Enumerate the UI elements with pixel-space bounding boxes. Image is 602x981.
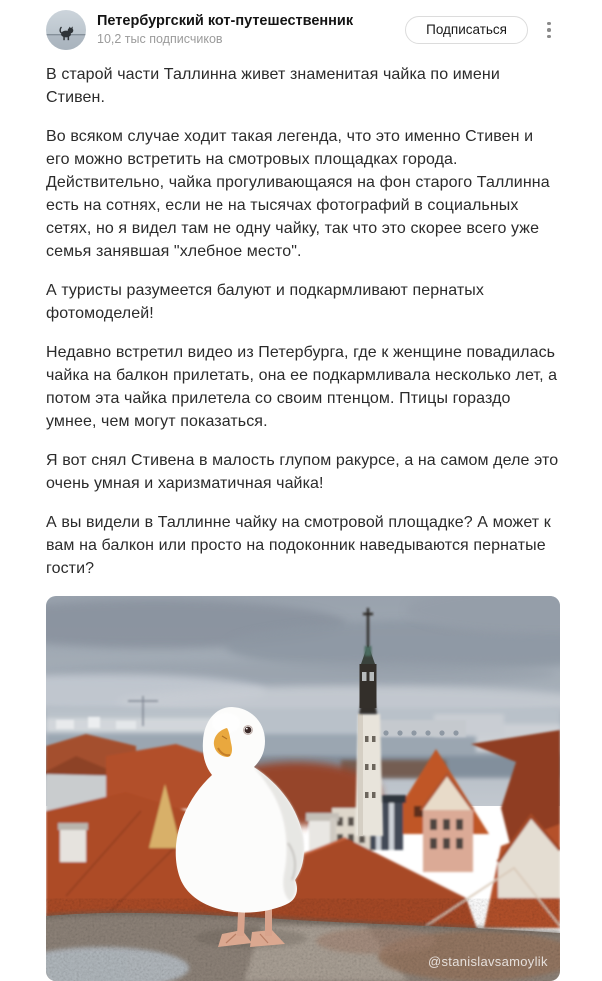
paragraph: А туристы разумеется балуют и подкармливают пернатых фотомоделей! xyxy=(46,282,484,322)
article-photo-seagull-tallinn[interactable] xyxy=(46,596,560,981)
channel-name[interactable]: Петербургский кот-путешественник xyxy=(97,13,354,29)
stone-ledge xyxy=(46,906,560,981)
photo-watermark: @stanislavsamoylik xyxy=(428,954,548,969)
paragraph: А вы видели в Таллинне чайку на смотровой площадке? А может к вам на балкон или просто на подоконник наведываются пернатые гости? xyxy=(46,514,551,577)
channel-meta xyxy=(97,13,405,47)
paragraph: Недавно встретил видео из Петербурга, где к женщине повадилась чайка на балкон прилетать, она ее подкармливала несколько лет, а потом эта чайка прилетела со своим птенцом. Птицы гораздо умнее, чем могут показаться. xyxy=(46,344,558,430)
header-actions xyxy=(405,16,560,44)
kebab-menu-icon[interactable] xyxy=(540,18,558,42)
subscribe-button[interactable]: Подписаться xyxy=(405,16,528,44)
seagull-eye xyxy=(245,727,252,734)
paragraph: Во всяком случае ходит такая легенда, что это именно Стивен и его можно встретить на смотровых площадках города. Действительно, чайка прогуливающаяся на фон старого Таллинна есть на сотнях, если не на тысячах фотографий в социальных сетях, но я видел там не одну чайку, так что это скорее всего уже семья занявшая "хлебное место". xyxy=(46,128,550,260)
paragraph: Я вот снял Стивена в малость глупом ракурсе, а на самом деле это очень умная и харизматичная чайка! xyxy=(46,452,559,492)
channel-header xyxy=(46,10,560,50)
subscriber-count: 10,2 тыс подписчиков xyxy=(97,32,223,46)
seagull-tallinn-illustration xyxy=(46,596,560,981)
article-body xyxy=(46,63,560,580)
channel-avatar[interactable] xyxy=(46,10,86,50)
paragraph: В старой части Таллинна живет знаменитая чайка по имени Стивен. xyxy=(46,66,500,106)
cat-silhouette-avatar-icon xyxy=(46,10,86,50)
